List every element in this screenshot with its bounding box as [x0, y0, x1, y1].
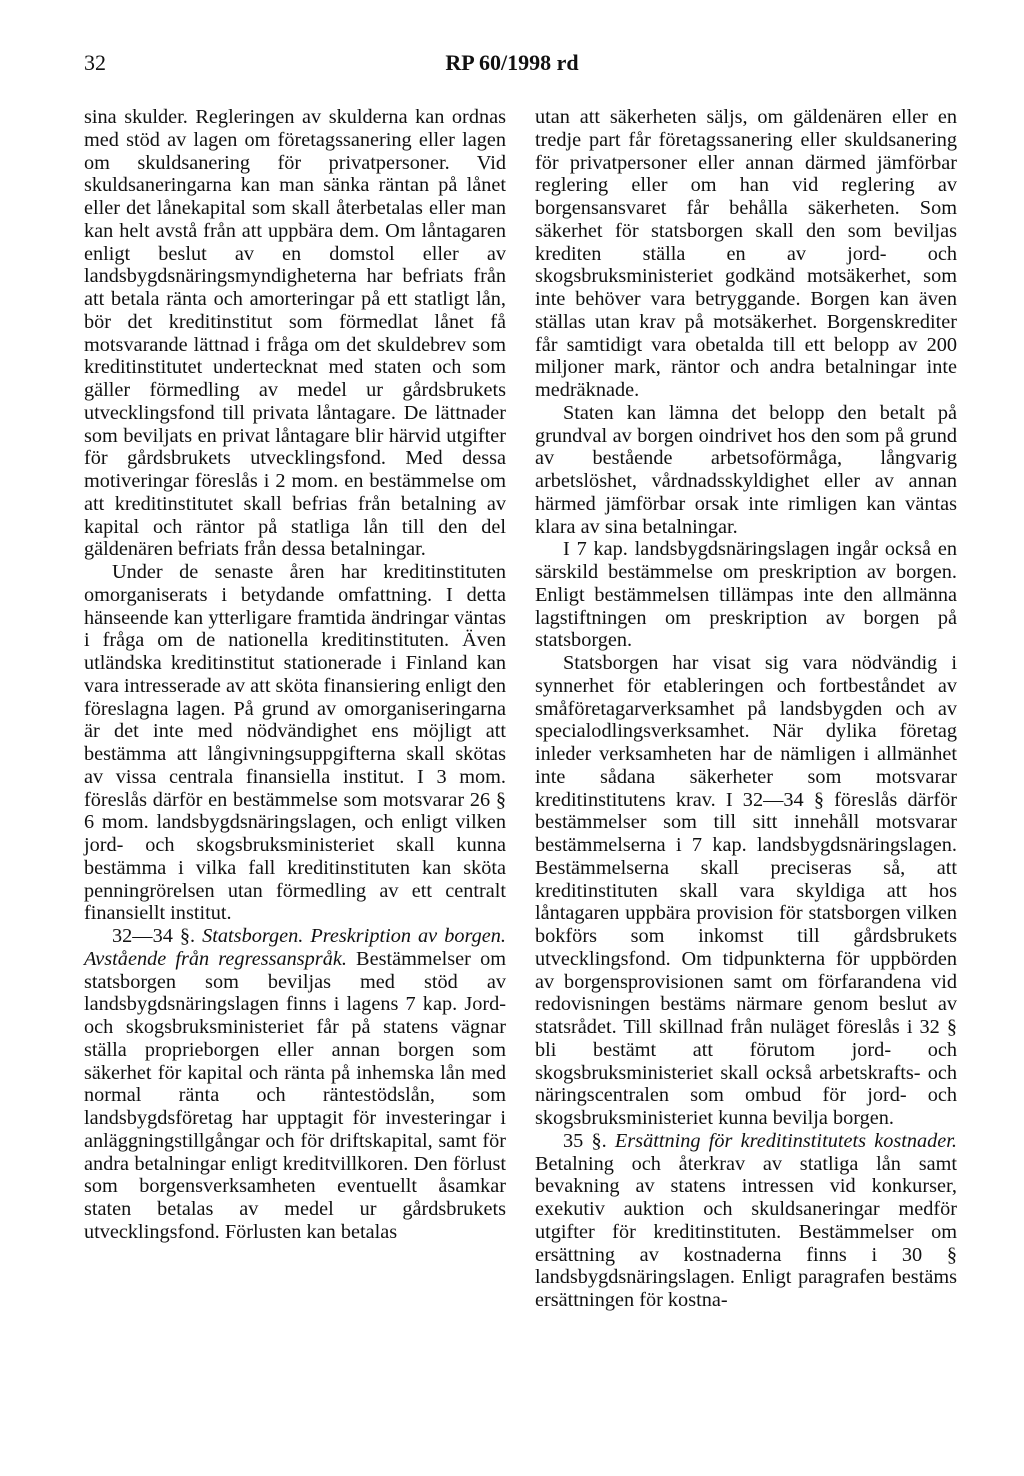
paragraph: Under de senaste åren har kreditinstituten omorganiserats i betydande omfattning. I detta hänseende kan ytterligare framtida ändringar väntas i fråga om de nationella kreditinstituten. Även utländska kreditinstitut stationerade i Finland kan vara intresserade av att sköta finansiering enligt den föreslagna lagen. På grund av omorganiseringarna är det inte med nödvändighet ens möjligt att bestämma att långivningsuppgifterna skall skötas av vissa centrala finansiella institut. I 3 mom. föreslås därför en bestämmelse som motsvarar 26 § 6 mom. landsbygdsnäringslagen, och enligt vilken jord- och skogsbruksministeriet skall kunna bestämma i vilka fall kreditinstituten kan sköta penningrörelsen utan förmedling av ett centralt finansiellt institut. — [84, 561, 506, 925]
paragraph: Statsborgen har visat sig vara nödvändig i synnerhet för etableringen och fortbeståndet av småföretagarverksamhet på landsbygden och av specialodlingsverksamhet. När dylika företag inleder verksamheten har de nämligen i allmänhet inte sådana säkerheter som motsvarar kreditinstitutens krav. I 32—34 § föreslås därför bestämmelser som till sitt innehåll motsvarar bestämmelserna i 7 kap. landsbygdsnäringslagen. Bestämmelserna skall preciseras så, att kreditinstituten skall vara skyldiga att hos låntagaren uppbära provision för statsborgen vilken bokförs som inkomst till gårdsbrukets utvecklingsfond. Om tidpunkterna för uppbörden av borgensprovisionen samt om förfarandena vid redovisningen bestäms närmare genom beslut av statsrådet. Till skillnad från nuläget föreslås i 32 § bli bestämt att förutom jord- och skogsbruksministeriet skall också arbetskrafts- och näringscentralen som ombud för jord- och skogsbruksministeriet kunna bevilja borgen. — [535, 652, 957, 1129]
paragraph: Staten kan lämna det belopp den betalt på grundval av borgen oindrivet hos den som på grund av bestående arbetsoförmåga, långvarig arbetslöshet, vårdnadsskyldighet eller av annan härmed jämförbar orsak inte rimligen kan väntas klara av sina betalningar. — [535, 401, 957, 538]
section-title: Ersättning för kreditinstitutets kostnader. — [614, 1129, 958, 1152]
section-text: Bestämmelser om statsborgen som beviljas med stöd av landsbygdsnäringslagen finns i lagens 7 kap. Jord- och skogsbruksministeriet får på statens vägnar ställa proprieborgen eller annan borgen som säkerhet för kapital och ränta på inhemska lån med normal ränta och räntestödslån, som landsbygdsföretag har upptagit för investeringar i anläggningstillgångar och för driftskapital, samt för andra betalningar enligt kreditvillkoren. Den förlust som borgensverksamheten eventuellt åsamkar staten betalas av medel ur gårdsbrukets utvecklingsfond. Förlusten kan betalas — [84, 947, 506, 1243]
section-paragraph — [84, 925, 506, 1244]
section-number: 32—34 §. — [112, 925, 196, 947]
paragraph: I 7 kap. landsbygdsnäringslagen ingår också en särskild bestämmelse om preskription av borgen. Enligt bestämmelsen tillämpas inte den allmänna lagstiftningen om preskription av borgen på statsborgen. — [535, 538, 957, 652]
section-title: Statsborgen. Preskription av borgen. Avstående från regressanspråk. — [84, 925, 506, 970]
page-number: 32 — [84, 50, 106, 75]
section-text: Betalning och återkrav av statliga lån samt bevakning av statens intressen vid konkurser, exekutiv auktion och skuldsaneringar medför utgifter för kreditinstituten. Bestämmelser om ersättning av kostnaderna finns i 30 § landsbygdsnäringslagen. Enligt paragrafen bestäms ersättningen för kostna- — [535, 1152, 957, 1311]
section-paragraph — [535, 1130, 957, 1312]
document-id: RP 60/1998 rd — [445, 50, 579, 75]
paragraph: utan att säkerheten säljs, om gäldenären eller en tredje part får företagssanering eller skuldsanering för privatpersoner eller annan därmed jämförbar reglering eller om han vid reglering av borgensansvaret får behålla säkerheten. Som säkerhet för statsborgen skall den som beviljas krediten ställa en av jord- och skogsbruksministeriet godkänd motsäkerhet, som inte behöver vara betryggande. Borgen kan även ställas utan krav på motsäkerhet. Borgenskrediter får samtidigt vara obetalda till ett belopp av 200 miljoner mark, räntor och andra betalningar inte medräknade. — [535, 106, 957, 401]
left-column — [84, 106, 506, 1244]
section-number: 35 §. — [563, 1129, 607, 1152]
right-column — [535, 106, 957, 1312]
paragraph: sina skulder. Regleringen av skulderna kan ordnas med stöd av lagen om företagssanering eller lagen om skuldsanering för privatpersoner. Vid skuldsaneringarna kan man sänka räntan på lånet eller det lånekapital som skall återbetalas eller man kan helt avstå från att uppbära dem. Om låntagaren enligt beslut av en domstol eller av landsbygdsnäringsmyndigheterna har befriats från att betala ränta och amorteringar på ett statligt lån, bör det kreditinstitut som förmedlat lånet få motsvarande lättnad i fråga om det skuldebrev som kreditinstitutet undertecknat med staten och som gäller förmedling av medel ur gårdsbrukets utvecklingsfond till privata låntagare. De lättnader som beviljats en privat låntagare blir härvid utgifter för gårdsbrukets utvecklingsfond. Med dessa motiveringar föreslås i 2 mom. en bestämmelse om att kreditinstitutet skall befrias från betalning av kapital och räntor på statliga lån till den del gäldenären befriats från dessa betalningar. — [84, 106, 506, 561]
